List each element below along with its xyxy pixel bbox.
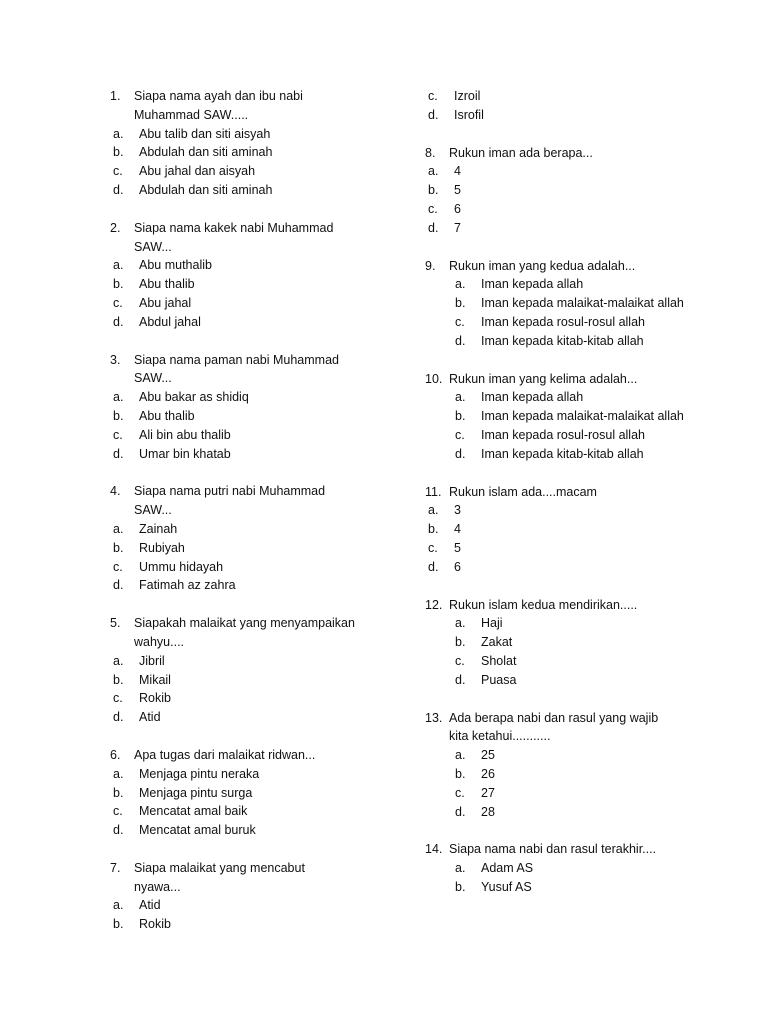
option-letter: c. — [428, 201, 438, 216]
question-line — [110, 369, 370, 388]
option-text: Rokib — [139, 917, 171, 932]
question-number: 14. — [425, 842, 443, 857]
option-text: Iman kepada malaikat-malaikat allah — [481, 296, 684, 311]
question-number: 1. — [110, 89, 121, 103]
answer-option — [110, 388, 370, 407]
option-letter: a. — [113, 766, 124, 781]
option-letter: b. — [455, 635, 466, 650]
option-letter: a. — [428, 164, 439, 179]
answer-option — [425, 388, 685, 407]
answer-option — [425, 784, 685, 803]
answer-option — [425, 746, 685, 765]
answer-option — [110, 539, 370, 558]
answer-option — [425, 803, 685, 822]
answer-option — [425, 859, 685, 878]
option-letter: c. — [113, 295, 123, 310]
question-text: Rukun islam ada....macam — [449, 484, 597, 499]
option-text: Haji — [481, 616, 503, 631]
question-block — [425, 144, 685, 238]
option-text: Abu bakar as shidiq — [139, 390, 249, 405]
question-block — [425, 370, 685, 464]
question-line — [425, 727, 685, 746]
option-text: Rubiyah — [139, 540, 185, 555]
option-letter: c. — [113, 691, 123, 706]
question-text: Rukun iman yang kelima adalah... — [449, 371, 638, 386]
option-letter: d. — [113, 446, 124, 461]
option-letter: d. — [113, 823, 124, 838]
question-block — [110, 746, 370, 840]
right-column — [425, 87, 685, 897]
option-text: Sholat — [481, 653, 517, 668]
answer-option — [110, 275, 370, 294]
question-line — [110, 859, 370, 878]
answer-option — [110, 765, 370, 784]
option-text: 4 — [454, 522, 461, 537]
option-text: Abdulah dan siti aminah — [139, 145, 273, 160]
option-letter: c. — [455, 314, 465, 329]
option-letter: d. — [113, 578, 124, 593]
answer-option — [425, 765, 685, 784]
question-text: Siapa nama paman nabi Muhammad — [134, 352, 339, 367]
question-line — [110, 219, 370, 238]
option-letter: c. — [113, 559, 123, 574]
option-text: Ummu hidayah — [139, 559, 224, 574]
question-number: 12. — [425, 597, 443, 612]
option-letter: b. — [113, 277, 124, 292]
question-text: Siapa nama putri nabi Muhammad — [134, 484, 326, 499]
answer-option — [110, 313, 370, 332]
option-text: 7 — [454, 220, 461, 235]
option-letter: b. — [113, 408, 124, 423]
option-text: Abu thalib — [139, 408, 195, 423]
question-number: 3. — [110, 352, 121, 367]
option-letter: d. — [428, 559, 439, 574]
question-text: Siapa nama nabi dan rasul terakhir.... — [449, 842, 657, 857]
option-letter: a. — [113, 390, 124, 405]
option-text: Fatimah az zahra — [139, 578, 236, 593]
question-text: SAW... — [134, 239, 172, 254]
answer-option — [425, 652, 685, 671]
question-block — [425, 483, 685, 577]
question-continuation — [425, 87, 685, 125]
option-text: Isrofil — [454, 107, 484, 122]
answer-option — [110, 652, 370, 671]
option-text: Mencatat amal buruk — [139, 823, 256, 838]
answer-option — [110, 256, 370, 275]
option-text: Mikail — [139, 672, 171, 687]
question-number: 6. — [110, 747, 121, 762]
option-text: Menjaga pintu surga — [139, 785, 253, 800]
answer-option — [425, 520, 685, 539]
question-line — [110, 106, 370, 125]
answer-option — [110, 784, 370, 803]
answer-option — [110, 520, 370, 539]
option-text: Iman kepada kitab-kitab allah — [481, 446, 644, 461]
question-number: 9. — [425, 258, 436, 273]
option-text: 25 — [481, 748, 495, 763]
option-letter: c. — [113, 804, 123, 819]
question-number: 4. — [110, 484, 121, 499]
answer-option — [425, 332, 685, 351]
option-text: Adam AS — [481, 861, 534, 876]
option-text: Mencatat amal baik — [139, 804, 248, 819]
option-letter: d. — [113, 314, 124, 329]
option-letter: c. — [455, 785, 465, 800]
option-letter: a. — [113, 521, 124, 536]
option-text: 27 — [481, 785, 495, 800]
answer-option — [425, 162, 685, 181]
option-text: Abu jahal — [139, 295, 192, 310]
option-letter: b. — [455, 766, 466, 781]
option-letter: d. — [428, 220, 439, 235]
question-block — [110, 87, 370, 200]
question-text: Siapakah malaikat yang menyampaikan — [134, 616, 355, 631]
question-block — [110, 614, 370, 727]
question-block — [110, 219, 370, 332]
option-letter: b. — [113, 785, 124, 800]
answer-option — [110, 558, 370, 577]
question-line — [110, 501, 370, 520]
question-line — [110, 238, 370, 257]
option-text: Jibril — [139, 653, 165, 668]
answer-option — [110, 294, 370, 313]
option-text: Zakat — [481, 635, 513, 650]
option-letter: d. — [455, 446, 466, 461]
answer-option — [425, 87, 685, 106]
answer-option — [425, 313, 685, 332]
option-letter: a. — [113, 258, 124, 273]
option-text: 6 — [454, 201, 461, 216]
option-text: Puasa — [481, 672, 517, 687]
option-text: Iman kepada rosul-rosul allah — [481, 427, 645, 442]
question-block — [110, 482, 370, 595]
left-column — [110, 87, 370, 934]
option-letter: c. — [455, 653, 465, 668]
question-number: 5. — [110, 616, 121, 631]
option-letter: a. — [113, 653, 124, 668]
question-line — [110, 746, 370, 765]
option-text: Abu jahal dan aisyah — [139, 164, 256, 179]
question-line — [425, 596, 685, 615]
option-text: Abdulah dan siti aminah — [139, 182, 273, 197]
option-letter: a. — [455, 277, 466, 292]
answer-option — [425, 501, 685, 520]
question-number: 13. — [425, 710, 443, 725]
question-text: wahyu.... — [134, 634, 185, 649]
option-letter: d. — [428, 107, 439, 122]
question-text: SAW... — [134, 371, 172, 386]
answer-option — [110, 143, 370, 162]
option-letter: a. — [113, 898, 124, 913]
option-text: Iman kepada kitab-kitab allah — [481, 333, 644, 348]
option-text: Iman kepada malaikat-malaikat allah — [481, 409, 684, 424]
question-number: 2. — [110, 220, 121, 235]
answer-option — [110, 125, 370, 144]
option-text: 26 — [481, 766, 495, 781]
option-text: 6 — [454, 559, 461, 574]
answer-option — [425, 558, 685, 577]
question-text: kita ketahui........... — [449, 729, 551, 744]
answer-option — [425, 275, 685, 294]
option-text: Atid — [139, 898, 161, 913]
option-text: Umar bin khatab — [139, 446, 231, 461]
question-block — [425, 257, 685, 351]
option-letter: b. — [455, 409, 466, 424]
answer-option — [110, 896, 370, 915]
question-number: 7. — [110, 860, 121, 875]
option-text: Iman kepada allah — [481, 390, 584, 405]
option-letter: b. — [113, 540, 124, 555]
question-block — [110, 351, 370, 464]
option-letter: a. — [455, 861, 466, 876]
question-text: Apa tugas dari malaikat ridwan... — [134, 747, 316, 762]
option-text: Yusuf AS — [481, 879, 532, 894]
question-text: SAW... — [134, 503, 172, 518]
option-text: Atid — [139, 710, 161, 725]
answer-option — [425, 426, 685, 445]
question-line — [110, 614, 370, 633]
option-text: Ali bin abu thalib — [139, 427, 231, 442]
option-letter: b. — [455, 879, 466, 894]
answer-option — [425, 219, 685, 238]
question-line — [425, 144, 685, 163]
option-text: Izroil — [454, 89, 481, 103]
option-text: 5 — [454, 540, 461, 555]
question-block — [425, 709, 685, 822]
option-letter: a. — [113, 126, 124, 141]
answer-option — [425, 445, 685, 464]
option-letter: a. — [428, 503, 439, 518]
answer-option — [110, 708, 370, 727]
question-text: Ada berapa nabi dan rasul yang wajib — [449, 710, 659, 725]
option-letter: b. — [428, 183, 439, 198]
answer-option — [110, 445, 370, 464]
option-letter: c. — [428, 540, 438, 555]
option-letter: b. — [113, 145, 124, 160]
option-letter: c. — [113, 164, 123, 179]
question-text: Rukun iman ada berapa... — [449, 145, 593, 160]
question-line — [425, 709, 685, 728]
answer-option — [110, 915, 370, 934]
answer-option — [110, 821, 370, 840]
answer-option — [425, 200, 685, 219]
answer-option — [425, 294, 685, 313]
question-number: 10. — [425, 371, 443, 386]
option-text: Rokib — [139, 691, 171, 706]
answer-option — [110, 162, 370, 181]
question-block — [425, 596, 685, 690]
option-text: Abdul jahal — [139, 314, 201, 329]
answer-option — [110, 181, 370, 200]
answer-option — [110, 689, 370, 708]
option-text: 5 — [454, 183, 461, 198]
option-text: Abu muthalib — [139, 258, 212, 273]
question-text: Muhammad SAW..... — [134, 107, 249, 122]
option-text: Abu thalib — [139, 277, 195, 292]
answer-option — [425, 407, 685, 426]
answer-option — [110, 576, 370, 595]
option-text: 4 — [454, 164, 461, 179]
answer-option — [425, 671, 685, 690]
question-line — [110, 633, 370, 652]
option-letter: d. — [113, 710, 124, 725]
option-letter: c. — [428, 89, 438, 103]
option-letter: a. — [455, 390, 466, 405]
question-text: Rukun iman yang kedua adalah... — [449, 258, 636, 273]
option-text: 3 — [454, 503, 461, 518]
option-letter: d. — [455, 333, 466, 348]
question-line — [425, 840, 685, 859]
question-number: 11. — [425, 484, 442, 499]
question-text: Rukun islam kedua mendirikan..... — [449, 597, 638, 612]
option-letter: b. — [113, 917, 124, 932]
question-line — [425, 370, 685, 389]
answer-option — [110, 407, 370, 426]
option-text: Iman kepada allah — [481, 277, 584, 292]
question-block — [425, 840, 685, 896]
answer-option — [425, 106, 685, 125]
question-line — [110, 878, 370, 897]
question-line — [425, 483, 685, 502]
option-letter: b. — [113, 672, 124, 687]
option-letter: b. — [428, 522, 439, 537]
option-letter: b. — [455, 296, 466, 311]
question-number: 8. — [425, 145, 436, 160]
question-line — [110, 482, 370, 501]
option-text: Menjaga pintu neraka — [139, 766, 260, 781]
answer-option — [425, 878, 685, 897]
question-line — [110, 351, 370, 370]
question-text: Siapa nama kakek nabi Muhammad — [134, 220, 334, 235]
answer-option — [110, 426, 370, 445]
answer-option — [425, 614, 685, 633]
question-text: Siapa nama ayah dan ibu nabi — [134, 89, 303, 103]
option-text: Iman kepada rosul-rosul allah — [481, 314, 645, 329]
answer-option — [110, 802, 370, 821]
answer-option — [110, 671, 370, 690]
answer-option — [425, 181, 685, 200]
option-text: Abu talib dan siti aisyah — [139, 126, 271, 141]
question-block — [110, 859, 370, 934]
option-letter: d. — [455, 672, 466, 687]
question-line — [425, 257, 685, 276]
question-text: nyawa... — [134, 879, 181, 894]
option-text: Zainah — [139, 521, 178, 536]
option-letter: d. — [455, 804, 466, 819]
option-letter: c. — [455, 427, 465, 442]
question-text: Siapa malaikat yang mencabut — [134, 860, 305, 875]
option-text: 28 — [481, 804, 495, 819]
option-letter: a. — [455, 616, 466, 631]
question-line — [110, 87, 370, 106]
answer-option — [425, 633, 685, 652]
option-letter: a. — [455, 748, 466, 763]
answer-option — [425, 539, 685, 558]
option-letter: d. — [113, 182, 124, 197]
option-letter: c. — [113, 427, 123, 442]
